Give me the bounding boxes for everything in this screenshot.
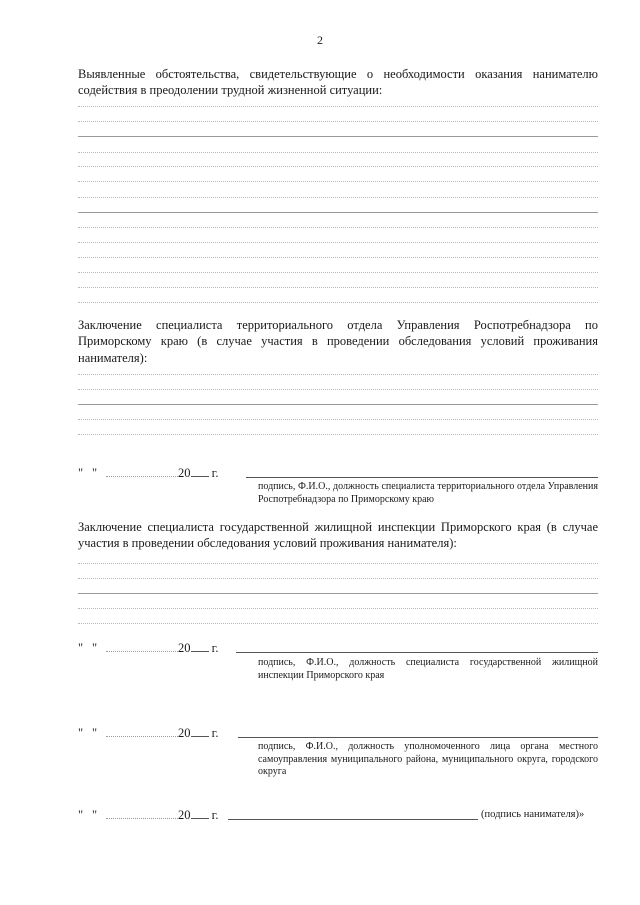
blank-line[interactable] xyxy=(78,257,598,258)
section3-signature-caption: подпись, Ф.И.О., должность специалиста государственной жилищной инспекции Приморского края xyxy=(258,657,598,681)
blank-line[interactable] xyxy=(78,106,598,107)
blank-line[interactable] xyxy=(78,152,598,153)
blank-line[interactable] xyxy=(78,563,598,564)
date-year-field[interactable] xyxy=(191,808,209,819)
date-year-prefix: 20 xyxy=(178,641,191,655)
blank-line[interactable] xyxy=(78,389,598,390)
section3-heading: Заключение специалиста государственной жилищной инспекции Приморского края (в случае участия в проведении обследования условий проживания нанимателя): xyxy=(78,520,598,551)
official-signature-caption: подпись, Ф.И.О., должность уполномоченного лица органа местного самоуправления муниципального района, муниципального округа, городского округа xyxy=(258,741,598,777)
blank-line[interactable] xyxy=(78,434,598,435)
blank-line[interactable] xyxy=(78,197,598,198)
section3-signature-line[interactable] xyxy=(236,652,598,653)
date-suffix: г. xyxy=(211,808,219,822)
blank-line[interactable] xyxy=(78,593,598,594)
date-month-field[interactable] xyxy=(106,808,178,819)
date-year-prefix: 20 xyxy=(178,808,191,822)
date-year-prefix: 20 xyxy=(178,726,191,740)
section2-signature-caption: подпись, Ф.И.О., должность специалиста территориального отдела Управления Роспотребнадзора по Приморскому краю xyxy=(258,481,598,505)
blank-line[interactable] xyxy=(78,227,598,228)
blank-line[interactable] xyxy=(78,136,598,137)
blank-line[interactable] xyxy=(78,212,598,213)
date-suffix: г. xyxy=(211,466,219,480)
official-date-line: " " 20 г. xyxy=(78,726,219,740)
blank-line[interactable] xyxy=(78,181,598,182)
date-suffix: г. xyxy=(211,726,219,740)
blank-line[interactable] xyxy=(78,272,598,273)
blank-line[interactable] xyxy=(78,287,598,288)
section2-date-line: " " 20 г. xyxy=(78,466,219,480)
blank-line[interactable] xyxy=(78,242,598,243)
blank-line[interactable] xyxy=(78,404,598,405)
section2-signature-line[interactable] xyxy=(246,477,598,478)
date-month-field[interactable] xyxy=(106,641,178,652)
date-year-field[interactable] xyxy=(191,726,209,737)
date-year-field[interactable] xyxy=(191,466,209,477)
tenant-signature-line[interactable] xyxy=(228,819,478,820)
date-suffix: г. xyxy=(211,641,219,655)
blank-line[interactable] xyxy=(78,374,598,375)
tenant-date-line: " " 20 г. xyxy=(78,808,219,822)
blank-line[interactable] xyxy=(78,608,598,609)
date-month-field[interactable] xyxy=(106,726,178,737)
blank-line[interactable] xyxy=(78,121,598,122)
section1-heading: Выявленные обстоятельства, свидетельствующие о необходимости оказания нанимателю содействия в преодолении трудной жизненной ситуации: xyxy=(78,67,598,98)
section2-heading: Заключение специалиста территориального отдела Управления Роспотребнадзора по Приморскому краю (в случае участия в проведении обследования условий проживания нанимателя): xyxy=(78,318,598,365)
date-year-prefix: 20 xyxy=(178,466,191,480)
blank-line[interactable] xyxy=(78,623,598,624)
page-number: 2 xyxy=(317,33,323,47)
blank-line[interactable] xyxy=(78,166,598,167)
section3-date-line: " " 20 г. xyxy=(78,641,219,655)
blank-line[interactable] xyxy=(78,419,598,420)
official-signature-line[interactable] xyxy=(238,737,598,738)
date-year-field[interactable] xyxy=(191,641,209,652)
blank-line[interactable] xyxy=(78,302,598,303)
tenant-signature-caption: (подпись нанимателя)» xyxy=(481,809,585,820)
date-month-field[interactable] xyxy=(106,466,178,477)
blank-line[interactable] xyxy=(78,578,598,579)
